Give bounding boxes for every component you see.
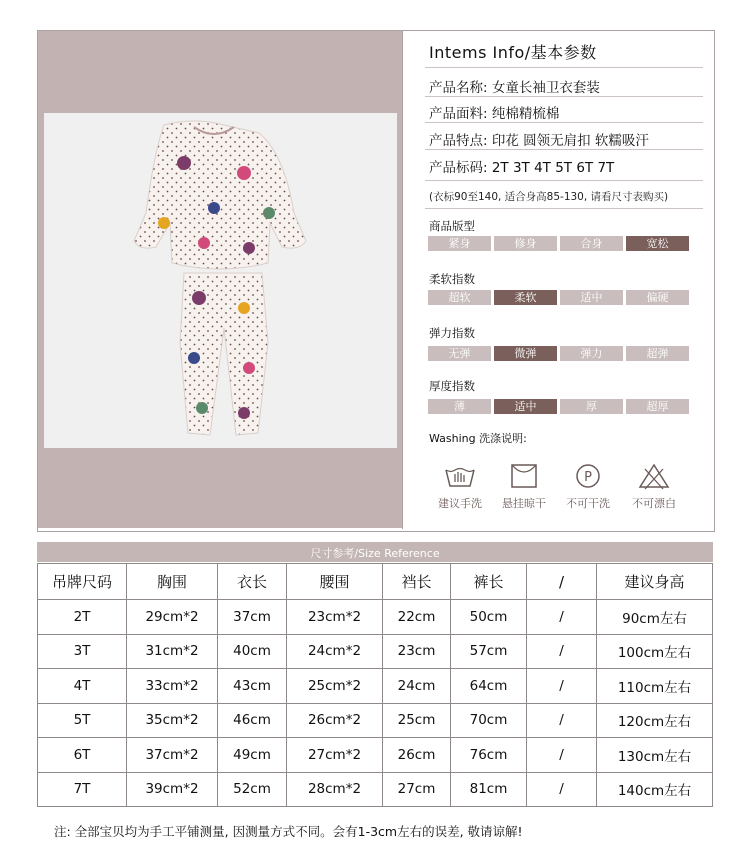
fit-option: 修身 — [494, 236, 557, 251]
washing-title: Washing 洗涤说明: — [429, 432, 527, 445]
thickness-option: 适中 — [494, 399, 557, 414]
table-cell: 140cm左右 — [597, 772, 713, 807]
divider-line — [425, 96, 703, 97]
softness-scale-label: 柔软指数 — [429, 272, 475, 286]
table-cell: 40cm — [218, 634, 287, 669]
table-cell: 22cm — [383, 600, 451, 635]
softness-option: 超软 — [428, 290, 491, 305]
table-cell: 64cm — [451, 669, 527, 704]
column-header: 腰围 — [287, 564, 383, 600]
table-cell: / — [527, 772, 597, 807]
table-cell: 110cm左右 — [597, 669, 713, 704]
hand-wash-icon — [443, 462, 477, 490]
divider-line — [425, 122, 703, 123]
table-cell: 39cm*2 — [127, 772, 218, 807]
wash-label: 不可干洗 — [566, 497, 610, 510]
divider-line — [425, 67, 703, 68]
elasticity-scale — [428, 346, 689, 361]
footnote: 注: 全部宝贝均为手工平铺测量, 因测量方式不同。会有1-3cm左右的误差, 敬请谅解! — [54, 824, 523, 839]
table-cell: 23cm — [383, 634, 451, 669]
no-bleach-icon — [637, 462, 671, 490]
column-header: 裆长 — [383, 564, 451, 600]
table-cell: / — [527, 600, 597, 635]
wash-item — [490, 462, 558, 511]
table-header-title: 尺寸参考/Size Reference — [310, 547, 440, 560]
table-cell: 28cm*2 — [287, 772, 383, 807]
table-cell: 100cm左右 — [597, 634, 713, 669]
table-header-row — [38, 564, 713, 600]
wash-label: 不可漂白 — [632, 497, 676, 510]
fit-option: 合身 — [560, 236, 623, 251]
divider-line — [425, 149, 703, 150]
softness-scale — [428, 290, 689, 305]
table-cell: 25cm — [383, 703, 451, 738]
table-cell: 24cm*2 — [287, 634, 383, 669]
wash-label: 建议手洗 — [438, 497, 482, 510]
table-cell: 130cm左右 — [597, 738, 713, 773]
column-header: 衣长 — [218, 564, 287, 600]
table-cell: 37cm*2 — [127, 738, 218, 773]
table-cell: 6T — [38, 738, 127, 773]
table-row — [38, 634, 713, 669]
table-cell: 26cm*2 — [287, 703, 383, 738]
table-cell: 46cm — [218, 703, 287, 738]
table-row — [38, 703, 713, 738]
elasticity-option: 超弹 — [626, 346, 689, 361]
table-row — [38, 669, 713, 704]
table-cell: 23cm*2 — [287, 600, 383, 635]
table-cell: 81cm — [451, 772, 527, 807]
wash-item — [620, 462, 688, 511]
thickness-scale — [428, 399, 689, 414]
table-cell: 7T — [38, 772, 127, 807]
wash-label: 悬挂晾干 — [502, 497, 546, 510]
table-cell: 33cm*2 — [127, 669, 218, 704]
table-cell: 27cm*2 — [287, 738, 383, 773]
table-cell: 24cm — [383, 669, 451, 704]
divider-line — [425, 208, 703, 209]
table-row — [38, 600, 713, 635]
table-cell: 5T — [38, 703, 127, 738]
table-cell: 50cm — [451, 600, 527, 635]
fit-scale — [428, 236, 689, 251]
softness-option: 偏硬 — [626, 290, 689, 305]
product-fabric: 产品面料: 纯棉精梳棉 — [429, 106, 560, 122]
softness-option: 适中 — [560, 290, 623, 305]
fit-option: 宽松 — [626, 236, 689, 251]
elasticity-scale-label: 弹力指数 — [429, 326, 475, 340]
table-cell: 76cm — [451, 738, 527, 773]
panel-divider — [402, 31, 403, 529]
table-cell: 57cm — [451, 634, 527, 669]
thickness-option: 厚 — [560, 399, 623, 414]
product-photo — [44, 113, 397, 448]
column-header: / — [527, 564, 597, 600]
hang-dry-icon — [507, 462, 541, 490]
wash-item — [426, 462, 494, 511]
table-cell: 37cm — [218, 600, 287, 635]
table-cell: 4T — [38, 669, 127, 704]
info-title: Intems Info/基本参数 — [429, 43, 597, 62]
svg-text:P: P — [584, 470, 592, 485]
column-header: 吊牌尺码 — [38, 564, 127, 600]
divider-line — [425, 180, 703, 181]
column-header: 建议身高 — [597, 564, 713, 600]
fit-scale-label: 商品版型 — [429, 219, 475, 233]
table-cell: 25cm*2 — [287, 669, 383, 704]
thickness-option: 薄 — [428, 399, 491, 414]
elasticity-option: 无弹 — [428, 346, 491, 361]
column-header: 胸围 — [127, 564, 218, 600]
table-cell: 49cm — [218, 738, 287, 773]
fit-option: 紧身 — [428, 236, 491, 251]
table-cell: / — [527, 738, 597, 773]
table-cell: 29cm*2 — [127, 600, 218, 635]
thickness-scale-label: 厚度指数 — [429, 379, 475, 393]
size-table — [37, 563, 713, 807]
wash-item — [554, 462, 622, 511]
table-cell: 35cm*2 — [127, 703, 218, 738]
product-sizes: 产品标码: 2T 3T 4T 5T 6T 7T — [429, 160, 615, 176]
table-cell: 70cm — [451, 703, 527, 738]
table-cell: 27cm — [383, 772, 451, 807]
table-cell: 26cm — [383, 738, 451, 773]
table-cell: 43cm — [218, 669, 287, 704]
table-cell: / — [527, 634, 597, 669]
table-cell: 2T — [38, 600, 127, 635]
no-dry-clean-icon — [571, 462, 605, 490]
elasticity-option: 弹力 — [560, 346, 623, 361]
table-row — [38, 738, 713, 773]
table-cell: 3T — [38, 634, 127, 669]
product-name: 产品名称: 女童长袖卫衣套装 — [429, 80, 600, 96]
table-cell: / — [527, 669, 597, 704]
table-row — [38, 772, 713, 807]
table-cell: 31cm*2 — [127, 634, 218, 669]
size-note: (衣标90至140, 适合身高85-130, 请看尺寸表购买) — [429, 191, 669, 203]
elasticity-option: 微弹 — [494, 346, 557, 361]
pajama-set-illustration — [44, 113, 397, 448]
table-cell: 90cm左右 — [597, 600, 713, 635]
product-features: 产品特点: 印花 圆领无肩扣 软糯吸汗 — [429, 133, 649, 149]
column-header: 裤长 — [451, 564, 527, 600]
softness-option: 柔软 — [494, 290, 557, 305]
table-cell: 120cm左右 — [597, 703, 713, 738]
table-cell: 52cm — [218, 772, 287, 807]
thickness-option: 超厚 — [626, 399, 689, 414]
table-cell: / — [527, 703, 597, 738]
